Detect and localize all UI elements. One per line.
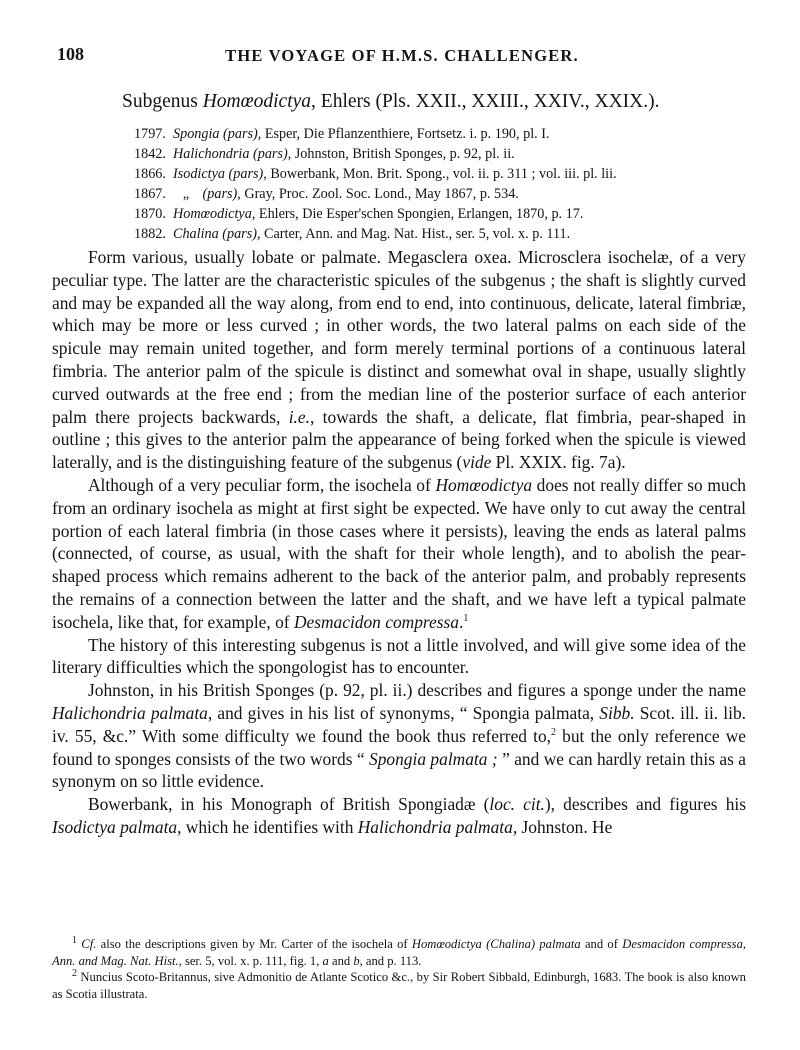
synonymy-entry [134,124,754,144]
text-run: , towards the shaft, a delicate, flat fimbria, pear-shaped in outline ; this gives to the anterior palm the appearance of being forked when the spicule is viewed laterally, and is the distinguishing feature of the subgenus ( [52,406,746,473]
paragraph-description [52,246,746,474]
subgenus-name: Homœodictya [202,91,312,112]
paragraph-johnston [52,679,746,793]
running-title: THE VOYAGE OF H.M.S. CHALLENGER. [225,46,579,65]
synonymy-reference: , Ehlers, Die Esper'schen Spongien, Erlangen, 1870, p. 17. [251,206,584,222]
synonymy-year: 1867. [134,186,166,202]
text-run-italic: i.e. [288,406,310,427]
text-run: but the only reference we found to sponges consists of the two words “ [52,725,746,769]
footnote-ref[interactable]: 2 [551,726,556,738]
footnotes [52,936,746,1002]
species-name: Halichondria palmata [52,702,208,723]
text-run-italic: a [322,953,329,968]
footnote-2 [52,969,746,1002]
synonymy-name: (pars) [202,186,238,202]
subgenus-heading [122,91,762,113]
text-run: Bowerbank, in his Monograph of British Spongiadæ ( [88,794,490,815]
synonymy-name: Spongia (pars) [173,126,258,142]
synonymy-reference: , Bowerbank, Mon. Brit. Spong., vol. ii. p. 311 ; vol. iii. pl. lii. [263,166,617,182]
synonymy-name: Isodictya (pars) [173,166,264,182]
synonymy-year: 1866. [134,166,166,182]
synonymy-year: 1797. [134,126,166,142]
species-name: Isodictya palmata [52,816,178,837]
subgenus-suffix: , Ehlers (Pls. XXII., XXIII., XXIV., XXIX.). [311,91,660,112]
synonymy-entry [134,164,754,184]
text-run-italic: Desmacidon compressa, Ann. and Mag. Nat. Hist. [52,937,747,968]
text-run: . [458,611,464,632]
footnote-ref[interactable]: 1 [463,612,469,624]
page-number: 108 [57,44,84,64]
text-run: Pl. XXIX. fig. 7a). [491,452,626,473]
quoted-name: Spongia palmata ; [369,748,498,769]
page-header [57,44,747,66]
text-run: also the descriptions given by Mr. Carter of the isochela of [96,937,412,951]
paragraph-bowerbank [52,793,746,839]
synonymy-year: 1882. [134,226,166,242]
text-run: Form various, usually lobate or palmate. Megasclera oxea. Microsclera isochelæ, of a very peculiar type. The latter are the characteristic spicules of the subgenus ; the shaft is slightly curved and may be expanded all the way along, from end to end, into continuous, delicate, lateral fimbriæ, which may be more or less curved ; in other words, the two lateral palms on each side of the spicule may remain united together, and form merely terminal portions of a continuous lateral fimbria. The anterior palm of the spicule is distinct and somewhat oval in shape, usually slightly curved outwards at the free end ; from the median line of the posterior surface of each anterior palm there projects backwards, [52,247,746,427]
synonymy-entry [134,184,754,204]
synonymy-list [134,124,754,244]
footnote-rule [52,930,746,932]
synonymy-name: Chalina (pars) [173,226,257,242]
synonymy-entry [134,144,754,164]
synonymy-name: Homœodictya [173,206,252,222]
synonymy-name: Halichondria (pars) [173,146,288,162]
footnote-mark: 1 [72,934,77,946]
text-run-italic: Homœodictya (Chalina) palmata [411,937,581,951]
text-run-italic: loc. cit. [489,794,545,815]
text-run: ), describes and figures his [544,794,747,815]
synonymy-reference: , Johnston, British Sponges, p. 92, pl. ii. [287,146,515,162]
synonymy-reference: , Carter, Ann. and Mag. Nat. Hist., ser. 5, vol. x. p. 111. [256,226,571,242]
synonymy-reference: , Gray, Proc. Zool. Soc. Lond., May 1867, p. 534. [237,186,519,202]
text-run: and of [580,937,623,951]
text-run: , and gives in his list of synonyms, “ Spongia palmata, [207,702,600,723]
paragraph-isochela [52,474,746,634]
text-run: ” and we can hardly retain this as a synonym on so little evidence. [52,748,746,792]
genus-name: Homœodictya [435,474,533,495]
text-run: , and p. 113. [359,953,422,968]
footnote-mark: 2 [72,968,77,979]
text-run: , which he identifies with [177,816,358,837]
text-run-italic: Cf. [81,937,97,951]
text-run: Scot. ill. ii. lib. iv. 55, &c.” With some difficulty we found the book thus referred to, [52,702,746,746]
text-run: Although of a very peculiar form, the isochela of [88,474,436,495]
synonymy-reference: , Esper, Die Pflanzenthiere, Fortsetz. i. p. 190, pl. I. [257,126,550,142]
species-name: Halichondria palmata [357,816,513,837]
paragraph-history: The history of this interesting subgenus is not a little involved, and will give some idea of the literary difficulties which the spongologist has to encounter. [52,634,746,678]
text-run: Johnston, in his British Sponges (p. 92, pl. ii.) describes and figures a sponge under the name [88,680,746,701]
text-run-italic: b [353,953,360,968]
synonymy-entry [134,204,754,224]
text-run: Nuncius Scoto-Britannus, sive Admonitio de Atlante Scotico &c., by Sir Robert Sibbald, Edinburgh, 1683. The book is also known as Scotia illustrata. [52,970,746,1001]
text-run: and [328,953,354,968]
text-run: does not really differ so much from an ordinary isochela as might at first sight be expected. We have only to cut away the central portion of each lateral fimbria (in those cases where it persists), leaving the ends as lateral palms (connected, of course, as usual, with the shaft for their whole length), and to abolish the pear-shaped process which remains adherent to the back of the anterior palm, and probably represents the remains of a connection between the latter and the shaft, and we have left a typical palmate isochela, like that, for example, of [52,474,746,632]
synonymy-entry [134,224,754,244]
subgenus-prefix: Subgenus [122,91,203,112]
author-abbrev: Sibb. [599,702,635,723]
synonymy-year: 1870. [134,206,166,222]
ditto-mark: „ [182,186,190,202]
text-run: , Johnston. He [512,816,613,837]
synonymy-year: 1842. [134,146,166,162]
text-run: , ser. 5, vol. x. p. 111, fig. 1, [178,953,323,968]
text-run-italic: vide [462,452,492,473]
footnote-1 [52,936,746,969]
species-name: Desmacidon compressa [293,611,459,632]
body-text [52,246,746,839]
